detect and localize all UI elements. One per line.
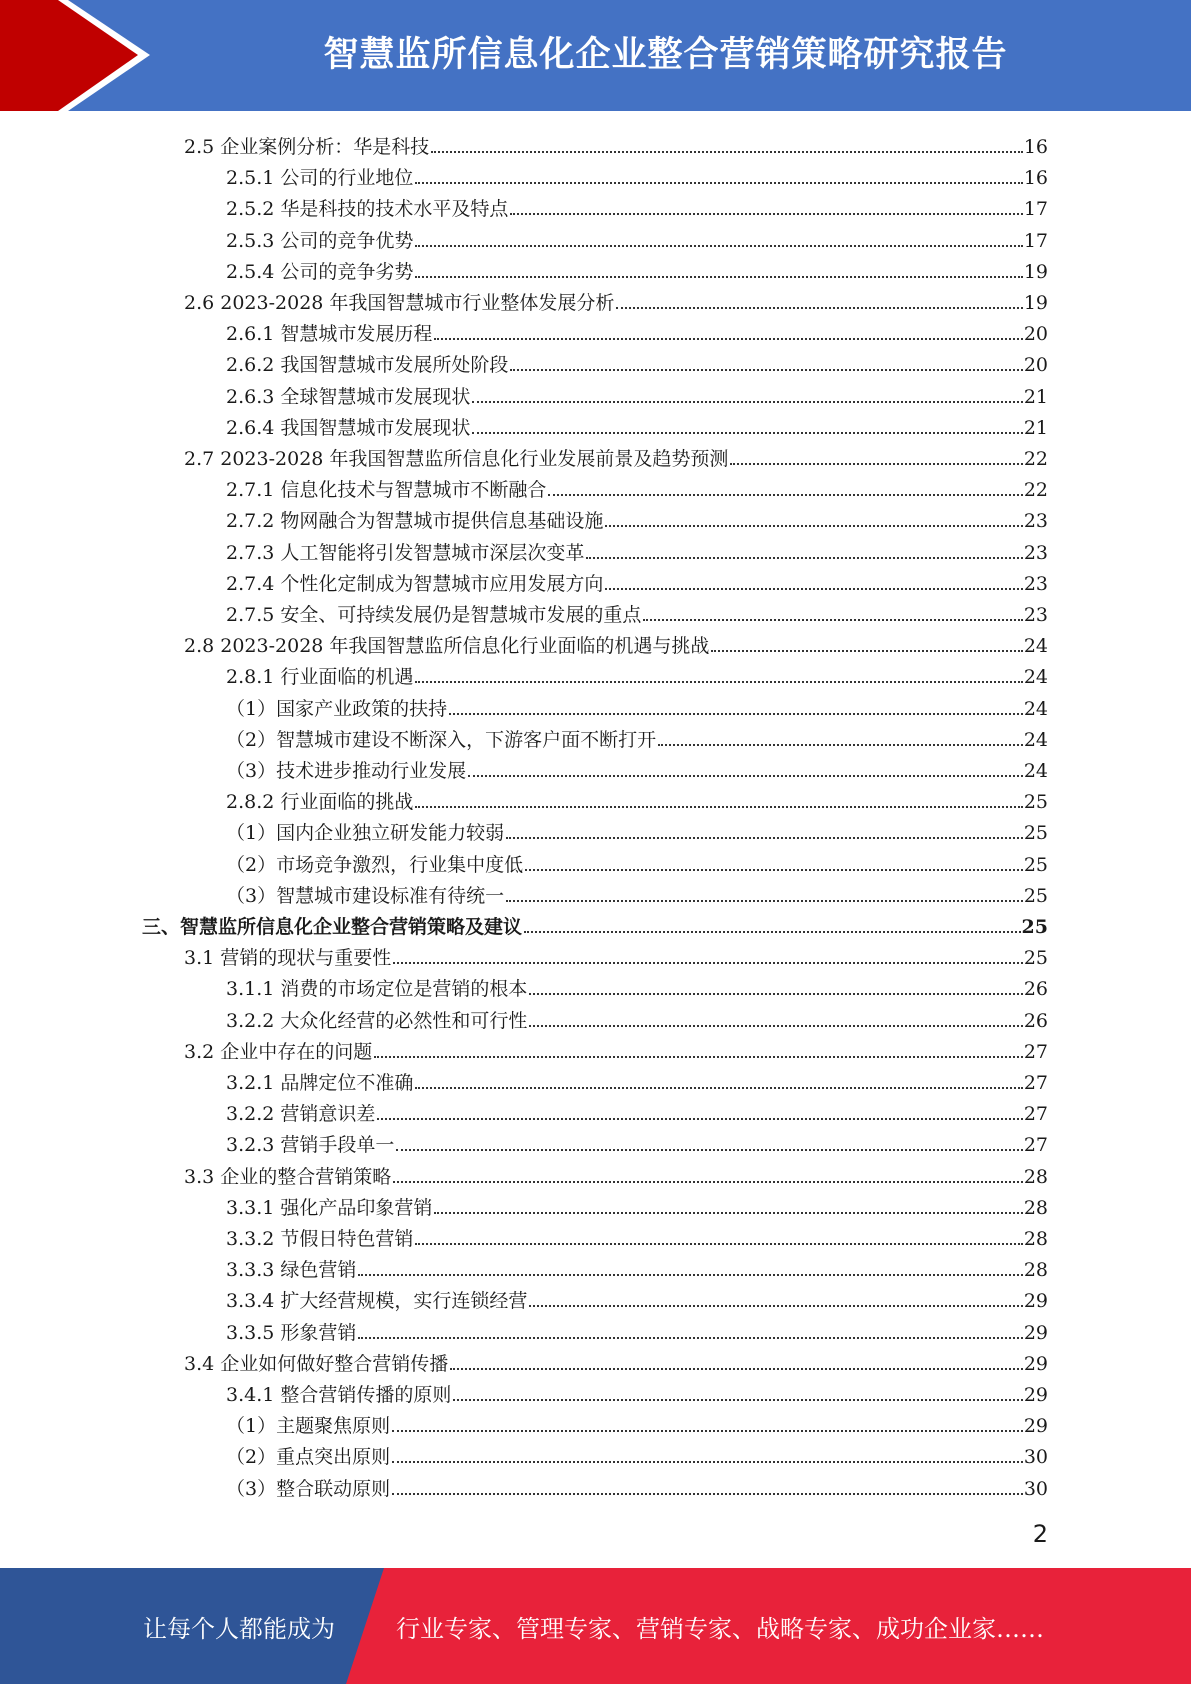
toc-dot-leader	[449, 713, 1023, 715]
toc-entry[interactable]	[226, 1469, 1048, 1500]
toc-dot-leader	[415, 806, 1022, 808]
toc-entry-title: 2.8 2023-2028 年我国智慧监所信息化行业面临的机遇与挑战	[184, 635, 710, 658]
toc-entry[interactable]	[226, 345, 1048, 376]
toc-entry-title: 2.7.2 物网融合为智慧城市提供信息基础设施	[226, 510, 604, 533]
toc-entry-title: 2.6.1 智慧城市发展历程	[226, 323, 433, 346]
page-number: 2	[1032, 1520, 1048, 1548]
toc-entry-title: 2.6.3 全球智慧城市发展现状	[226, 385, 471, 408]
toc-dot-leader	[529, 1305, 1022, 1307]
toc-dot-leader	[524, 931, 1021, 933]
toc-entry[interactable]	[226, 470, 1048, 501]
toc-entry[interactable]	[184, 127, 1048, 158]
toc-entry[interactable]	[184, 283, 1048, 314]
toc-entry[interactable]	[226, 1125, 1048, 1156]
toc-entry-page: 20	[1023, 323, 1048, 346]
toc-entry[interactable]	[226, 1219, 1048, 1250]
toc-dot-leader	[392, 1493, 1023, 1495]
toc-entry-page: 17	[1023, 198, 1048, 221]
toc-entry-page: 24	[1023, 697, 1048, 720]
toc-entry[interactable]	[226, 189, 1048, 220]
toc-entry[interactable]	[226, 377, 1048, 408]
toc-entry[interactable]	[184, 938, 1048, 969]
toc-entry-title: 2.7.1 信息化技术与智慧城市不断融合	[226, 479, 547, 502]
toc-dot-leader	[392, 1461, 1023, 1463]
toc-entry[interactable]	[226, 1063, 1048, 1094]
toc-entry-page: 26	[1023, 978, 1048, 1001]
toc-entry-title: 3.2.2 大众化经营的必然性和可行性	[226, 1009, 528, 1032]
toc-entry[interactable]	[226, 158, 1048, 189]
toc-entry-page: 24	[1023, 666, 1048, 689]
toc-dot-leader	[605, 525, 1022, 527]
toc-entry-title: 3.3.4 扩大经营规模，实行连锁经营	[226, 1290, 528, 1313]
toc-entry-title: 2.7 2023-2028 年我国智慧监所信息化行业发展前景及趋势预测	[184, 448, 729, 470]
toc-entry[interactable]	[184, 1344, 1048, 1375]
toc-dot-leader	[396, 1149, 1022, 1151]
toc-dot-leader	[434, 338, 1022, 340]
toc-entry-title: （2）市场竞争激烈，行业集中度低	[226, 853, 524, 876]
toc-dot-leader	[415, 182, 1022, 184]
footer-banner	[0, 1568, 1191, 1684]
toc-entry-title: 2.5.2 华是科技的技术水平及特点	[226, 198, 509, 221]
toc-dot-leader	[434, 1212, 1022, 1214]
toc-entry[interactable]	[226, 1281, 1048, 1312]
toc-entry[interactable]	[226, 969, 1048, 1000]
toc-entry[interactable]	[184, 439, 1048, 470]
toc-entry-title: 3.4.1 整合营销传播的原则	[226, 1384, 452, 1406]
toc-entry-page: 28	[1023, 1165, 1048, 1188]
toc-entry-page: 17	[1023, 229, 1048, 252]
toc-entry[interactable]	[226, 221, 1048, 252]
toc-entry[interactable]	[142, 907, 1048, 938]
header-banner	[0, 0, 1191, 111]
toc-entry-title: 3.3.1 强化产品印象营销	[226, 1196, 433, 1219]
toc-dot-leader	[658, 744, 1023, 746]
toc-entry-title: 2.5.4 公司的竞争劣势	[226, 260, 414, 283]
toc-entry[interactable]	[226, 1406, 1048, 1437]
toc-dot-leader	[415, 681, 1022, 683]
toc-entry-title: 3.4 企业如何做好整合营销传播	[184, 1352, 449, 1375]
toc-dot-leader	[377, 1118, 1022, 1120]
toc-entry[interactable]	[226, 1375, 1048, 1406]
toc-entry-page: 27	[1023, 1040, 1048, 1063]
toc-entry-page: 30	[1023, 1446, 1048, 1469]
toc-entry-title: 2.6.4 我国智慧城市发展现状	[226, 416, 471, 439]
toc-entry-page: 20	[1023, 354, 1048, 377]
toc-entry-page: 16	[1023, 136, 1048, 158]
toc-dot-leader	[472, 401, 1022, 403]
toc-entry-page: 28	[1023, 1196, 1048, 1219]
toc-entry[interactable]	[226, 1250, 1048, 1281]
toc-entry-page: 29	[1023, 1321, 1048, 1344]
toc-entry-title: 3.3.3 绿色营销	[226, 1259, 357, 1282]
toc-entry-title: 3.2 企业中存在的问题	[184, 1040, 373, 1063]
toc-dot-leader	[529, 993, 1022, 995]
toc-entry[interactable]	[226, 533, 1048, 564]
toc-dot-leader	[548, 494, 1022, 496]
toc-entry[interactable]	[226, 751, 1048, 782]
toc-entry[interactable]	[226, 564, 1048, 595]
toc-entry-title: 2.8.1 行业面临的机遇	[226, 666, 414, 689]
toc-dot-leader	[374, 1056, 1023, 1058]
toc-entry-title: （3）智慧城市建设标准有待统一	[226, 884, 505, 907]
toc-entry-title: （1）主题聚焦原则	[226, 1415, 391, 1438]
toc-dot-leader	[711, 650, 1022, 652]
toc-entry-title: 3.2.1 品牌定位不准确	[226, 1072, 414, 1094]
toc-entry-title: （2）重点突出原则	[226, 1446, 391, 1469]
toc-entry-title: 3.3.2 节假日特色营销	[226, 1228, 414, 1250]
toc-dot-leader	[616, 307, 1022, 309]
toc-entry-title: 3.3 企业的整合营销策略	[184, 1165, 392, 1188]
toc-entry[interactable]	[184, 1157, 1048, 1188]
toc-entry-page: 27	[1023, 1103, 1048, 1126]
toc-entry-page: 19	[1023, 292, 1048, 314]
toc-entry-title: 3.3.5 形象营销	[226, 1321, 357, 1344]
toc-dot-leader	[525, 869, 1023, 871]
toc-dot-leader	[605, 588, 1022, 590]
toc-entry-page: 23	[1023, 510, 1048, 533]
toc-entry[interactable]	[226, 813, 1048, 844]
toc-entry-page: 23	[1023, 604, 1048, 626]
toc-entry-title: 2.6 2023-2028 年我国智慧城市行业整体发展分析	[184, 292, 615, 314]
toc-entry-page: 25	[1023, 947, 1048, 970]
toc-entry-page: 24	[1023, 635, 1048, 658]
toc-entry-title: 3.2.3 营销手段单一	[226, 1134, 395, 1157]
toc-entry-title: 3.1 营销的现状与重要性	[184, 947, 392, 970]
toc-dot-leader	[393, 1181, 1023, 1183]
toc-dot-leader	[472, 432, 1022, 434]
toc-entry[interactable]	[226, 314, 1048, 345]
toc-entry[interactable]	[226, 1001, 1048, 1032]
toc-entry[interactable]	[226, 657, 1048, 688]
toc-entry-title: 2.5.1 公司的行业地位	[226, 167, 414, 190]
toc-entry-page: 19	[1023, 260, 1048, 283]
toc-entry-title: 2.8.2 行业面临的挑战	[226, 791, 414, 814]
toc-entry-title: （3）整合联动原则	[226, 1477, 391, 1500]
toc-dot-leader	[415, 1243, 1022, 1245]
toc-entry[interactable]	[226, 782, 1048, 813]
toc-entry-page: 25	[1023, 853, 1048, 876]
footer-slogan-right: 行业专家、管理专家、营销专家、战略专家、成功企业家……	[396, 1614, 1044, 1643]
toc-entry-page: 21	[1023, 416, 1048, 439]
toc-entry[interactable]	[226, 720, 1048, 751]
toc-entry[interactable]	[226, 845, 1048, 876]
toc-entry-title: 3.1.1 消费的市场定位是营销的根本	[226, 978, 528, 1001]
toc-entry-page: 25	[1021, 916, 1048, 938]
toc-entry[interactable]	[226, 1188, 1048, 1219]
toc-dot-leader	[415, 1087, 1022, 1089]
toc-entry-page: 23	[1023, 541, 1048, 564]
toc-dot-leader	[506, 900, 1023, 902]
toc-dot-leader	[358, 1337, 1022, 1339]
toc-entry[interactable]	[226, 1437, 1048, 1468]
report-title: 智慧监所信息化企业整合营销策略研究报告	[323, 35, 1008, 75]
toc-dot-leader	[506, 837, 1023, 839]
toc-entry-page: 29	[1023, 1290, 1048, 1313]
toc-entry[interactable]	[226, 1313, 1048, 1344]
toc-dot-leader	[529, 1025, 1022, 1027]
header-arrow-decoration	[0, 0, 150, 111]
toc-dot-leader	[415, 276, 1022, 278]
toc-entry[interactable]	[226, 876, 1048, 907]
toc-entry-page: 29	[1023, 1384, 1048, 1406]
toc-dot-leader	[453, 1399, 1022, 1401]
toc-entry-title: 三、智慧监所信息化企业整合营销策略及建议	[142, 916, 523, 938]
toc-entry[interactable]	[226, 689, 1048, 720]
toc-entry[interactable]	[226, 1094, 1048, 1125]
toc-dot-leader	[415, 245, 1022, 247]
toc-entry-title: 2.5.3 公司的竞争优势	[226, 229, 414, 252]
footer-slogan-left: 让每个人都能成为	[143, 1614, 335, 1643]
toc-entry-page: 29	[1023, 1415, 1048, 1438]
toc-entry-title: 2.5 企业案例分析：华是科技	[184, 136, 430, 158]
toc-entry-title: 2.7.3 人工智能将引发智慧城市深层次变革	[226, 541, 585, 564]
toc-dot-leader	[358, 1274, 1022, 1276]
toc-entry-title: 2.6.2 我国智慧城市发展所处阶段	[226, 354, 509, 377]
toc-entry[interactable]	[184, 1032, 1048, 1063]
toc-dot-leader	[510, 213, 1022, 215]
toc-entry-title: （2）智慧城市建设不断深入，下游客户面不断打开	[226, 728, 657, 751]
toc-entry[interactable]	[226, 501, 1048, 532]
toc-dot-leader	[510, 369, 1022, 371]
toc-dot-leader	[393, 962, 1023, 964]
toc-entry-page: 25	[1023, 884, 1048, 907]
toc-entry-page: 28	[1023, 1228, 1048, 1250]
toc-entry-page: 25	[1023, 822, 1048, 845]
toc-dot-leader	[586, 557, 1022, 559]
toc-dot-leader	[392, 1430, 1023, 1432]
toc-dot-leader	[730, 463, 1022, 465]
toc-entry-title: 3.2.2 营销意识差	[226, 1103, 376, 1126]
toc-dot-leader	[643, 619, 1022, 621]
toc-entry[interactable]	[184, 626, 1048, 657]
toc-dot-leader	[431, 151, 1023, 153]
toc-entry-title: 2.7.4 个性化定制成为智慧城市应用发展方向	[226, 572, 604, 595]
toc-entry[interactable]	[226, 252, 1048, 283]
toc-entry-page: 24	[1023, 728, 1048, 751]
toc-entry-page: 29	[1023, 1352, 1048, 1375]
toc-entry-title: 2.7.5 安全、可持续发展仍是智慧城市发展的重点	[226, 604, 642, 626]
toc-entry-page: 22	[1023, 479, 1048, 502]
toc-entry-title: （1）国内企业独立研发能力较弱	[226, 822, 505, 845]
toc-entry-page: 22	[1023, 448, 1048, 470]
toc-entry-page: 27	[1023, 1072, 1048, 1094]
toc-entry-page: 30	[1023, 1477, 1048, 1500]
toc-entry-page: 28	[1023, 1259, 1048, 1282]
toc-entry[interactable]	[226, 408, 1048, 439]
toc-entry-page: 24	[1023, 760, 1048, 782]
toc-entry-page: 27	[1023, 1134, 1048, 1157]
toc-entry-page: 25	[1023, 791, 1048, 814]
toc-entry-page: 26	[1023, 1009, 1048, 1032]
toc-dot-leader	[468, 775, 1023, 777]
toc-entry[interactable]	[226, 595, 1048, 626]
toc-entry-title: （3）技术进步推动行业发展	[226, 760, 467, 782]
toc-dot-leader	[450, 1368, 1023, 1370]
toc-entry-page: 16	[1023, 167, 1048, 190]
toc-entry-title: （1）国家产业政策的扶持	[226, 697, 448, 720]
toc-entry-page: 21	[1023, 385, 1048, 408]
toc-entry-page: 23	[1023, 572, 1048, 595]
